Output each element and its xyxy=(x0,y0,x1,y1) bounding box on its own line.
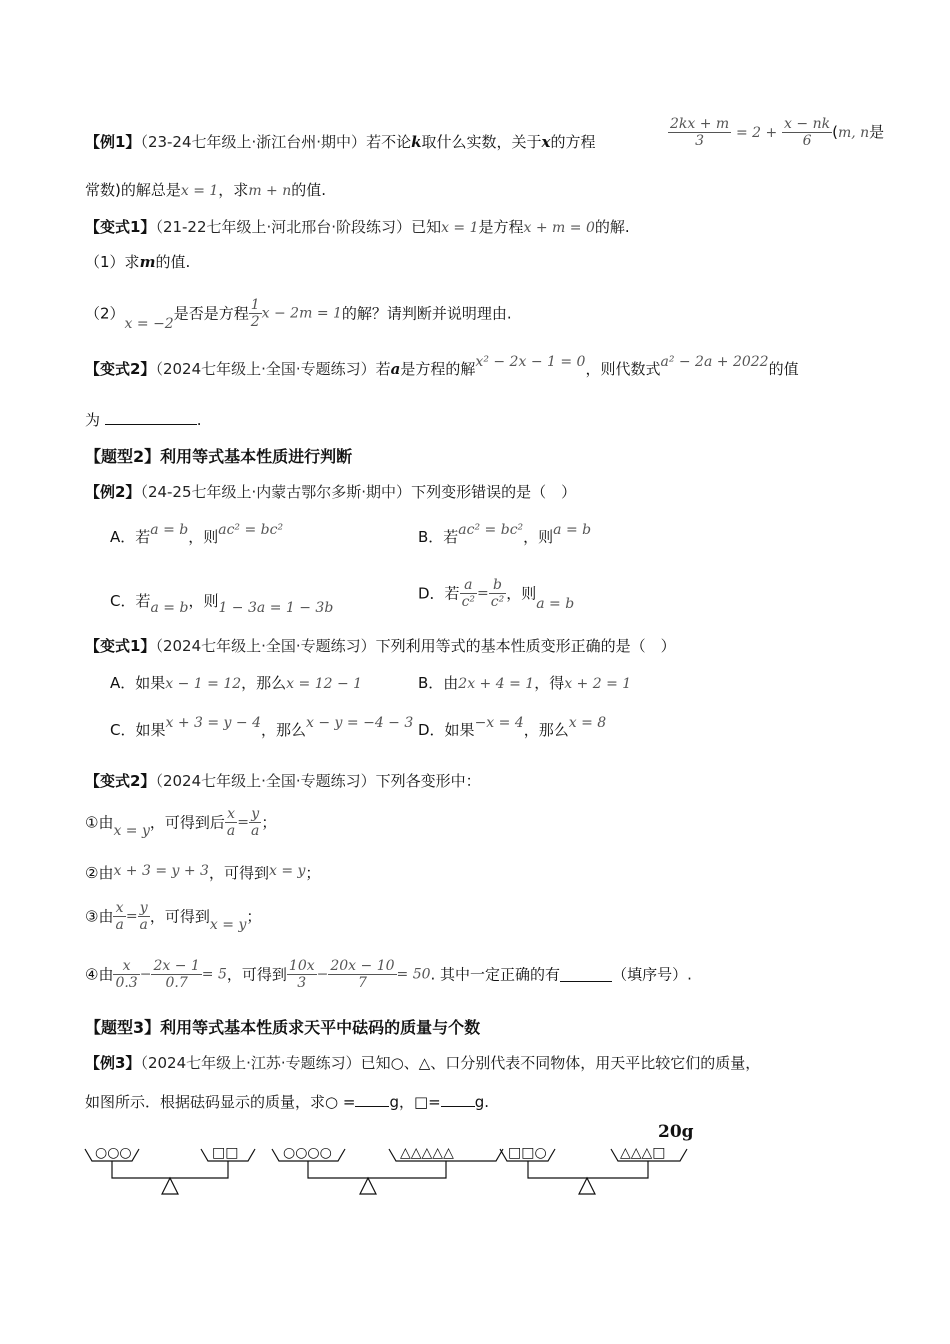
var-x: x xyxy=(541,133,551,151)
math-text: − xyxy=(316,966,329,983)
math-text: = 2 + xyxy=(735,125,778,141)
denominator: 3 xyxy=(695,133,705,149)
text: 是方程 xyxy=(478,218,524,236)
source-note: （2024七年级上·江苏·专题练习） xyxy=(140,1054,361,1072)
beam xyxy=(308,1161,446,1178)
var-k: k xyxy=(411,133,422,151)
variant-3-option-d[interactable] xyxy=(418,715,607,742)
text: 下列利用等式的基本性质变形正确的是（ ） xyxy=(375,637,676,655)
math-text: 1 − 3a = 1 − 3b xyxy=(218,600,334,616)
fraction-half xyxy=(249,297,262,330)
math-text: x + 2 = 1 xyxy=(564,676,632,692)
math-text: 2x + 4 = 1 xyxy=(458,676,535,692)
example-3-line-2 xyxy=(85,1091,489,1113)
text: ； xyxy=(261,813,277,832)
text: ，那么 xyxy=(523,721,569,739)
example-3-line-1 xyxy=(85,1052,760,1074)
fulcrum xyxy=(162,1178,178,1194)
source-note: （24-25七年级上·内蒙古鄂尔多斯·期中） xyxy=(140,483,412,501)
fraction xyxy=(460,577,477,610)
example-1-line-2 xyxy=(85,179,326,202)
math-text: = xyxy=(477,585,489,602)
math-text: x = 12 − 1 xyxy=(286,676,363,692)
fraction xyxy=(113,958,139,991)
statement-1 xyxy=(85,806,276,839)
math-text: x = −2 xyxy=(124,316,174,332)
numerator: x xyxy=(113,958,139,975)
answer-blank-circle[interactable] xyxy=(355,1092,389,1107)
fraction xyxy=(249,806,261,839)
fraction xyxy=(489,577,506,610)
text: （填序号）. xyxy=(612,965,692,984)
fraction xyxy=(151,958,201,991)
math-text: −x = 4 xyxy=(474,715,524,731)
denominator: c² xyxy=(490,594,505,610)
numerator: x xyxy=(225,806,237,823)
denominator: 6 xyxy=(802,133,812,149)
option-label: C．如果 xyxy=(110,721,166,739)
text: ； xyxy=(305,864,321,882)
math-text: x + m = 0 xyxy=(523,220,595,236)
denominator: 0.3 xyxy=(115,975,138,991)
numerator: y xyxy=(249,806,261,823)
text: ，求 xyxy=(218,181,249,199)
variant-3-option-c[interactable] xyxy=(110,715,414,742)
beam xyxy=(528,1161,648,1178)
answer-blank[interactable] xyxy=(105,410,197,425)
text: 的值 xyxy=(768,360,799,378)
text: 如图所示．根据砝码显示的质量，求○ = xyxy=(85,1093,356,1111)
text: ，可得到 xyxy=(208,864,269,882)
example-tag: 【例2】 xyxy=(85,483,141,501)
denominator: 7 xyxy=(357,975,367,991)
variant-tag: 【变式2】 xyxy=(85,772,156,790)
text: ，则 xyxy=(188,592,219,610)
balance-scales-figure xyxy=(0,1115,950,1205)
text: g. xyxy=(474,1093,489,1111)
question-number: （1） xyxy=(85,253,125,271)
numerator: a xyxy=(460,577,477,594)
text: 是方程的解 xyxy=(400,360,476,378)
numerator: 20x − 10 xyxy=(330,958,395,974)
scale-2-left-objects: ○○○○ xyxy=(283,1145,332,1161)
text: ③由 xyxy=(85,907,114,926)
text: 下列各变形中： xyxy=(375,772,481,790)
text: ，可得到 xyxy=(149,907,210,926)
option-label: C．若 xyxy=(110,592,151,610)
option-label: D．若 xyxy=(418,584,460,603)
section-heading-type-3: 【题型3】利用等式基本性质求天平中砝码的质量与个数 xyxy=(85,1018,481,1037)
text: ，那么 xyxy=(261,721,307,739)
text: 若不论 xyxy=(366,133,412,151)
statement-4 xyxy=(85,958,692,991)
text: 是 xyxy=(869,123,885,141)
source-note: （2024七年级上·全国·专题练习） xyxy=(155,772,376,790)
fraction-1 xyxy=(668,116,731,149)
variant-1-question-2 xyxy=(85,297,512,332)
scale-3-right-objects: △△△□ xyxy=(620,1145,666,1161)
math-text: a = b xyxy=(536,596,575,612)
numerator: b xyxy=(489,577,506,594)
variant-3-option-b[interactable] xyxy=(418,672,631,695)
math-text: x = 1 xyxy=(180,183,219,199)
var-a: a xyxy=(390,360,401,378)
example-tag: 【例3】 xyxy=(85,1054,141,1072)
math-text: x = y xyxy=(113,823,150,839)
math-text: = 50 xyxy=(396,966,431,983)
equation-fraction-block xyxy=(668,116,884,149)
text: ，则 xyxy=(506,584,537,603)
math-text: − xyxy=(139,966,152,983)
variant-3-line xyxy=(85,635,676,657)
math-text: x² − 2x − 1 = 0 xyxy=(475,354,586,370)
math-text: a² − 2a + 2022 xyxy=(660,354,769,370)
math-text: x = y xyxy=(268,863,306,879)
text: . xyxy=(196,411,202,429)
math-text: x − y = −4 − 3 xyxy=(306,715,414,731)
text: 的值. xyxy=(155,253,191,271)
text: 下列变形错误的是（ ） xyxy=(411,483,577,501)
text: 若 xyxy=(375,360,391,378)
text: ，可得到后 xyxy=(149,813,225,832)
math-text: ac² = bc² xyxy=(458,522,524,538)
fulcrum xyxy=(579,1178,595,1194)
fraction xyxy=(287,958,317,991)
variant-4-line xyxy=(85,770,481,792)
variant-1-question-1 xyxy=(85,251,190,273)
denominator: 0.7 xyxy=(165,975,188,991)
math-text: a = b xyxy=(150,600,189,616)
fulcrum xyxy=(360,1178,376,1194)
text: 的方程 xyxy=(550,133,596,151)
text: 求 xyxy=(124,253,140,271)
source-note: （21-22七年级上·河北邢台·阶段练习） xyxy=(155,218,412,236)
beam xyxy=(112,1161,228,1178)
question-number: （2） xyxy=(85,304,125,323)
example-2-option-a[interactable] xyxy=(110,522,284,549)
source-note: （2024七年级上·全国·专题练习） xyxy=(155,637,376,655)
scale-1-right-objects: □□ xyxy=(212,1145,239,1161)
example-tag: 【例1】 xyxy=(85,133,141,151)
numerator: y xyxy=(138,900,150,917)
numerator: 10x xyxy=(288,958,315,974)
option-label: D．如果 xyxy=(418,721,475,739)
example-2-option-b[interactable] xyxy=(418,522,592,549)
text: 的值. xyxy=(291,181,327,199)
math-text: x − 1 = 12 xyxy=(165,676,242,692)
math-text: a = b xyxy=(150,522,189,538)
option-label: B．由 xyxy=(418,674,459,692)
math-text: m + n xyxy=(248,183,292,199)
text: 是否是方程 xyxy=(173,304,249,323)
denominator: a xyxy=(115,917,124,933)
text: ； xyxy=(246,907,262,926)
text: ( xyxy=(832,123,838,141)
text: ②由 xyxy=(85,864,114,882)
denominator: 2 xyxy=(250,314,260,330)
fraction xyxy=(113,900,125,933)
text: ，则 xyxy=(188,528,219,546)
fraction xyxy=(328,958,396,991)
option-label: A．如果 xyxy=(110,674,166,692)
example-2-line xyxy=(85,481,576,503)
statement-3 xyxy=(85,900,261,933)
text: g，□= xyxy=(389,1093,441,1111)
variant-1-line xyxy=(85,216,630,239)
text: 的解. xyxy=(594,218,630,236)
source-note: （2024七年级上·全国·专题练习） xyxy=(155,360,376,378)
scale-2-right-objects: △△△△△ xyxy=(400,1145,454,1161)
source-note: （23-24七年级上·浙江台州·期中） xyxy=(140,133,367,151)
answer-blank[interactable] xyxy=(560,967,612,982)
scale-1-left-objects: ○○○ xyxy=(95,1145,132,1161)
text: ，得 xyxy=(534,674,565,692)
text: 常数)的解总是 xyxy=(85,181,181,199)
numerator: 2x − 1 xyxy=(153,958,200,974)
math-text: x = 1 xyxy=(441,220,479,236)
denominator: a xyxy=(251,823,260,839)
text: ①由 xyxy=(85,813,114,832)
text: ，可得到 xyxy=(226,965,287,984)
fraction-2 xyxy=(782,116,832,149)
answer-blank-square[interactable] xyxy=(441,1092,475,1107)
option-label: B．若 xyxy=(418,528,459,546)
text: ④由 xyxy=(85,965,114,984)
variant-tag: 【变式1】 xyxy=(85,637,156,655)
text: 为 xyxy=(85,411,101,429)
example-1-line-1 xyxy=(85,131,595,153)
math-text: x + 3 = y + 3 xyxy=(113,863,209,879)
math-text: = xyxy=(125,908,138,925)
fraction xyxy=(225,806,237,839)
weight-label: 20g xyxy=(658,1122,694,1142)
math-text: x − 2m = 1 xyxy=(261,305,342,322)
math-text: x = 8 xyxy=(568,715,607,731)
var-m: m xyxy=(139,253,156,271)
denominator: c² xyxy=(461,594,476,610)
example-2-option-c[interactable] xyxy=(110,590,334,616)
text: 取什么实数，关于 xyxy=(421,133,542,151)
math-text: x = y xyxy=(209,917,247,933)
statement-2 xyxy=(85,862,320,885)
variant-2-line-2 xyxy=(85,409,202,431)
example-2-option-d[interactable] xyxy=(418,577,574,612)
variant-3-option-a[interactable] xyxy=(110,672,362,695)
numerator: 2kx + m xyxy=(670,116,730,132)
text: ，那么 xyxy=(241,674,287,692)
denominator: a xyxy=(139,917,148,933)
denominator: a xyxy=(226,823,236,839)
text: ，则 xyxy=(523,528,554,546)
text: ，则代数式 xyxy=(585,360,661,378)
variant-2-line-1 xyxy=(85,354,799,381)
math-text: x + 3 = y − 4 xyxy=(165,715,261,731)
math-text: m, n xyxy=(837,125,870,141)
numerator: 1 xyxy=(250,297,260,313)
variant-tag: 【变式1】 xyxy=(85,218,156,236)
text: 的解？请判断并说明理由. xyxy=(341,304,512,323)
option-label: A．若 xyxy=(110,528,151,546)
fraction xyxy=(138,900,150,933)
math-text: ac² = bc² xyxy=(218,522,284,538)
section-heading-type-2: 【题型2】利用等式基本性质进行判断 xyxy=(85,447,353,466)
math-text: a = b xyxy=(553,522,592,538)
scale-3-left-objects: □□○ xyxy=(508,1145,547,1161)
text: 已知 xyxy=(411,218,442,236)
math-text: = xyxy=(237,814,249,831)
math-text: = 5 xyxy=(201,966,227,983)
variant-tag: 【变式2】 xyxy=(85,360,156,378)
text: . 其中一定正确的有 xyxy=(430,965,561,984)
numerator: x − nk xyxy=(784,116,831,132)
denominator: 3 xyxy=(297,975,307,991)
text: 已知○、△、口分别代表不同物体，用天平比较它们的质量， xyxy=(360,1054,761,1072)
numerator: x xyxy=(113,900,125,917)
